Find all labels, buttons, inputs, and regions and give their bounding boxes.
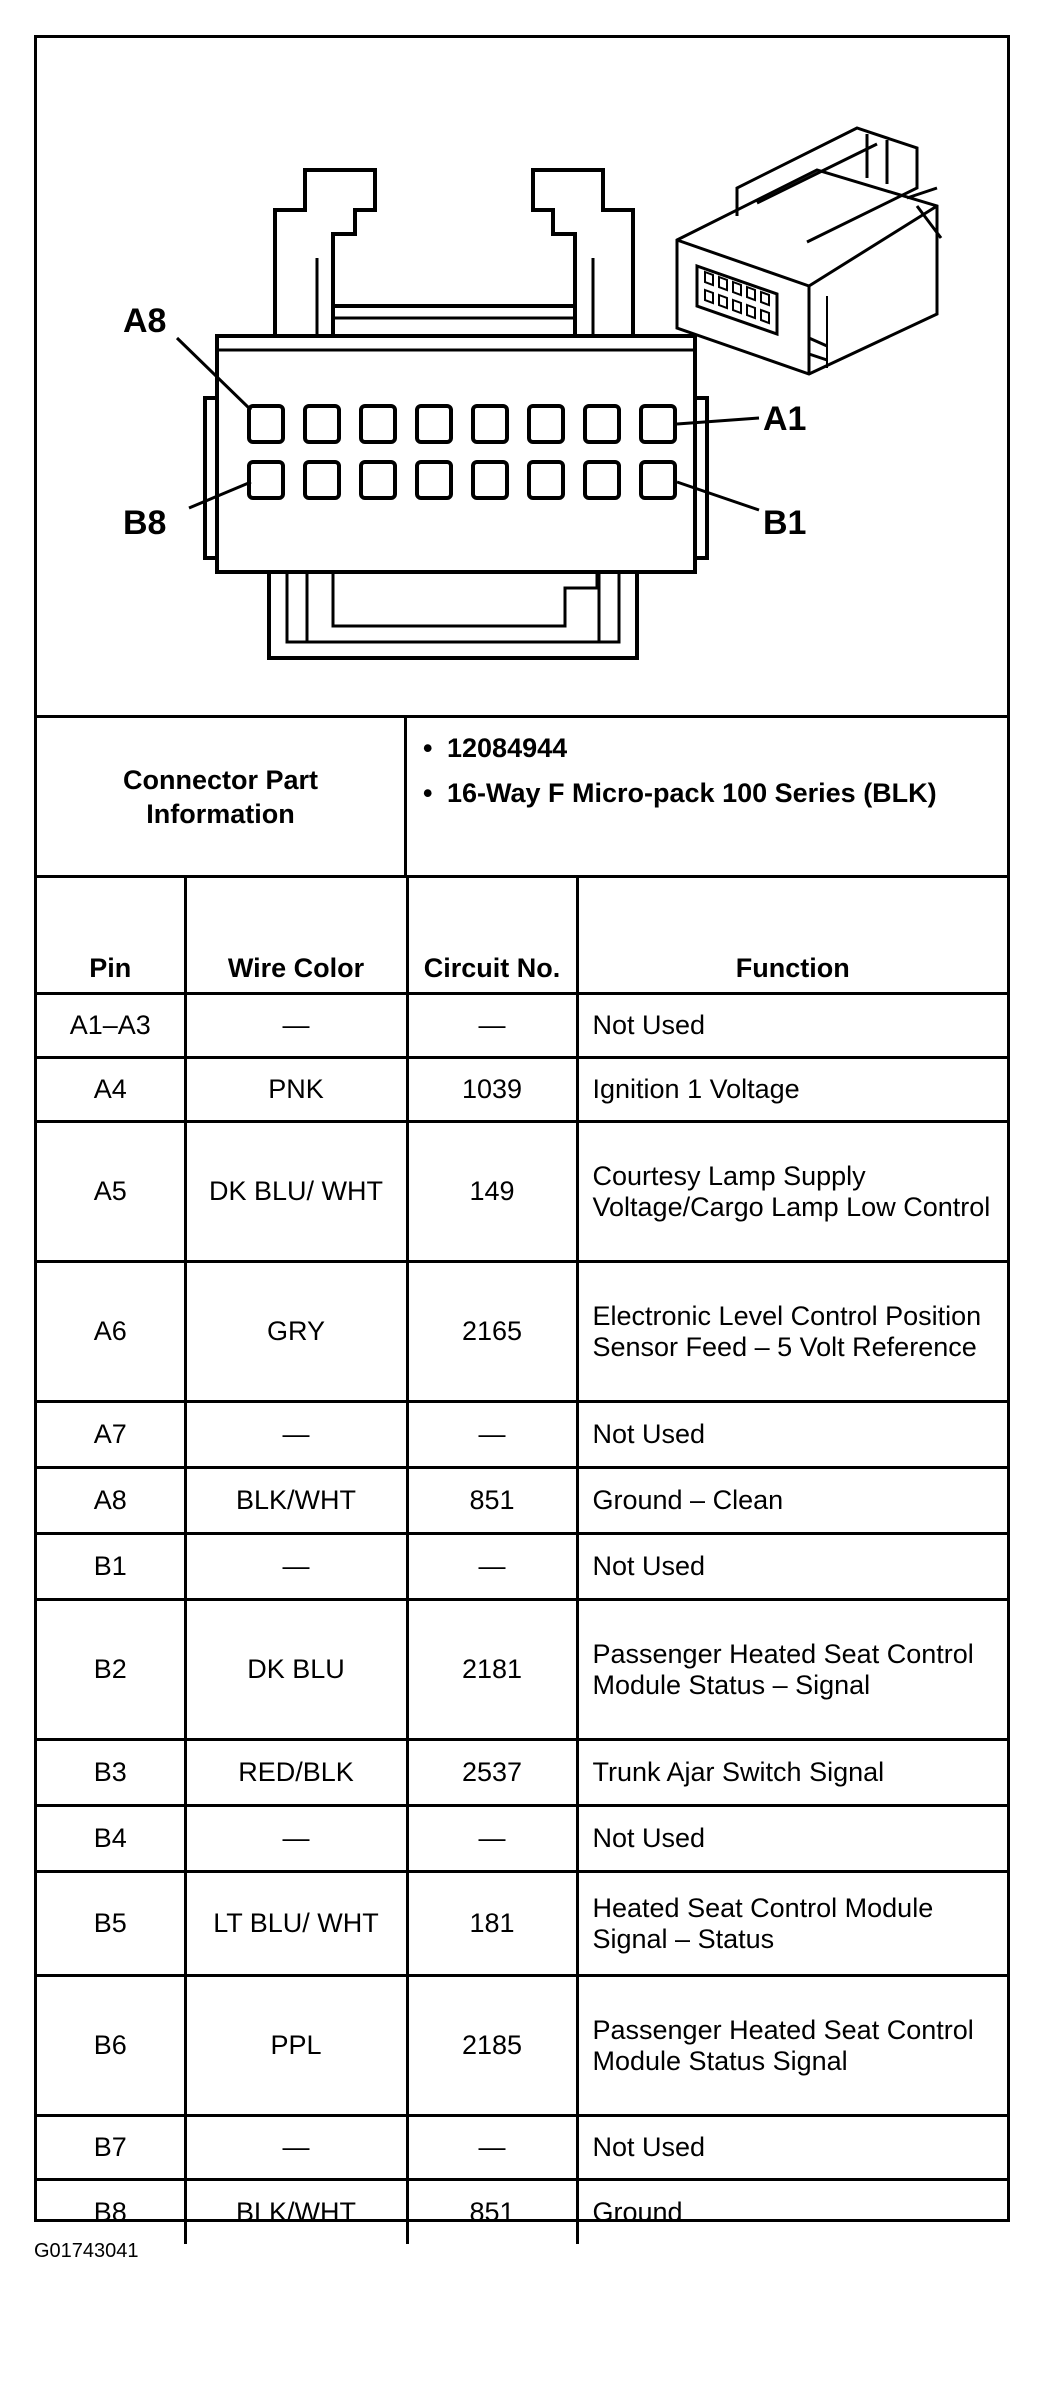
- label-b8: B8: [123, 504, 167, 542]
- table-row: [37, 1976, 1007, 2116]
- cell-wire-color: —: [185, 2116, 407, 2180]
- connector-skirt: [269, 572, 637, 658]
- cell-pin: B1: [37, 1534, 185, 1600]
- cell-pin: A8: [37, 1468, 185, 1534]
- table-row: [37, 1122, 1007, 1262]
- connector-iso-view: [677, 128, 941, 374]
- table-row: [37, 1740, 1007, 1806]
- cell-circuit: 2181: [407, 1600, 577, 1740]
- connector-part-info: [37, 718, 1007, 878]
- cell-function: Not Used: [577, 2116, 1007, 2180]
- cell-circuit: —: [407, 1402, 577, 1468]
- cell-wire-color: DK BLU/ WHT: [185, 1122, 407, 1262]
- table-row: [37, 1058, 1007, 1122]
- cell-pin: A4: [37, 1058, 185, 1122]
- figure-code: G01743041: [34, 2240, 139, 2262]
- table-row: [37, 1600, 1007, 1740]
- cell-circuit: 851: [407, 2180, 577, 2244]
- cell-wire-color: —: [185, 994, 407, 1058]
- cell-wire-color: PNK: [185, 1058, 407, 1122]
- cell-function: Not Used: [577, 1534, 1007, 1600]
- cell-wire-color: —: [185, 1534, 407, 1600]
- cell-circuit: —: [407, 1806, 577, 1872]
- header-circuit-no: Circuit No.: [407, 878, 577, 994]
- cell-pin: B6: [37, 1976, 185, 2116]
- cell-circuit: 2185: [407, 1976, 577, 2116]
- label-a8: A8: [123, 302, 167, 340]
- cell-pin: B5: [37, 1872, 185, 1976]
- cell-circuit: 851: [407, 1468, 577, 1534]
- cell-pin: B3: [37, 1740, 185, 1806]
- header-pin: Pin: [37, 878, 185, 994]
- cell-pin: A7: [37, 1402, 185, 1468]
- cell-pin: B8: [37, 2180, 185, 2244]
- cell-wire-color: RED/BLK: [185, 1740, 407, 1806]
- cell-pin: B7: [37, 2116, 185, 2180]
- cell-wire-color: DK BLU: [185, 1600, 407, 1740]
- cell-circuit: 2165: [407, 1262, 577, 1402]
- cell-function: Not Used: [577, 994, 1007, 1058]
- table-row: [37, 994, 1007, 1058]
- cell-circuit: 181: [407, 1872, 577, 1976]
- connector-body: [217, 336, 695, 572]
- table-row: [37, 1468, 1007, 1534]
- cell-function: Ground: [577, 2180, 1007, 2244]
- right-latch: [533, 170, 633, 336]
- cell-circuit: —: [407, 2116, 577, 2180]
- table-header-row: [37, 878, 1007, 994]
- cell-function: Passenger Heated Seat Control Module Status – Signal: [577, 1600, 1007, 1740]
- table-row: [37, 2180, 1007, 2244]
- cell-circuit: —: [407, 994, 577, 1058]
- cell-pin: A6: [37, 1262, 185, 1402]
- cell-function: Heated Seat Control Module Signal – Status: [577, 1872, 1007, 1976]
- cell-function: Not Used: [577, 1806, 1007, 1872]
- cell-function: Ignition 1 Voltage: [577, 1058, 1007, 1122]
- connector-type: • 16-Way F Micro-pack 100 Series (BLK): [417, 777, 937, 810]
- table-row: [37, 1806, 1007, 1872]
- pinout-table: [37, 878, 1007, 2244]
- label-b1: B1: [763, 504, 807, 542]
- cell-function: Passenger Heated Seat Control Module Status Signal: [577, 1976, 1007, 2116]
- connector-sheet: [34, 35, 1010, 2227]
- header-wire-color: Wire Color: [185, 878, 407, 994]
- cell-wire-color: BLK/WHT: [185, 2180, 407, 2244]
- cell-wire-color: PPL: [185, 1976, 407, 2116]
- header-function: Function: [577, 878, 1007, 994]
- cell-pin: B4: [37, 1806, 185, 1872]
- cell-function: Trunk Ajar Switch Signal: [577, 1740, 1007, 1806]
- pin-row-b: [249, 462, 675, 498]
- table-row: [37, 1262, 1007, 1402]
- cell-wire-color: GRY: [185, 1262, 407, 1402]
- left-latch: [275, 170, 375, 336]
- cell-wire-color: —: [185, 1806, 407, 1872]
- cell-circuit: 2537: [407, 1740, 577, 1806]
- cell-circuit: —: [407, 1534, 577, 1600]
- part-info-caption: Connector Part Information: [37, 718, 407, 875]
- cell-wire-color: LT BLU/ WHT: [185, 1872, 407, 1976]
- part-number: • 12084944: [417, 732, 937, 765]
- connector-drawing: [37, 38, 1007, 718]
- cell-wire-color: BLK/WHT: [185, 1468, 407, 1534]
- cell-pin: A1–A3: [37, 994, 185, 1058]
- cell-function: Ground – Clean: [577, 1468, 1007, 1534]
- cell-function: Not Used: [577, 1402, 1007, 1468]
- cell-function: Courtesy Lamp Supply Voltage/Cargo Lamp Low Control: [577, 1122, 1007, 1262]
- label-a1: A1: [763, 400, 807, 438]
- cell-pin: A5: [37, 1122, 185, 1262]
- cell-function: Electronic Level Control Position Sensor Feed – 5 Volt Reference: [577, 1262, 1007, 1402]
- table-row: [37, 1402, 1007, 1468]
- cell-circuit: 1039: [407, 1058, 577, 1122]
- cell-pin: B2: [37, 1600, 185, 1740]
- table-row: [37, 2116, 1007, 2180]
- connector-diagram: [37, 38, 1007, 718]
- table-row: [37, 1872, 1007, 1976]
- table-row: [37, 1534, 1007, 1600]
- cell-circuit: 149: [407, 1122, 577, 1262]
- cell-wire-color: —: [185, 1402, 407, 1468]
- pin-row-a: [249, 406, 675, 442]
- part-info-list: [417, 732, 937, 822]
